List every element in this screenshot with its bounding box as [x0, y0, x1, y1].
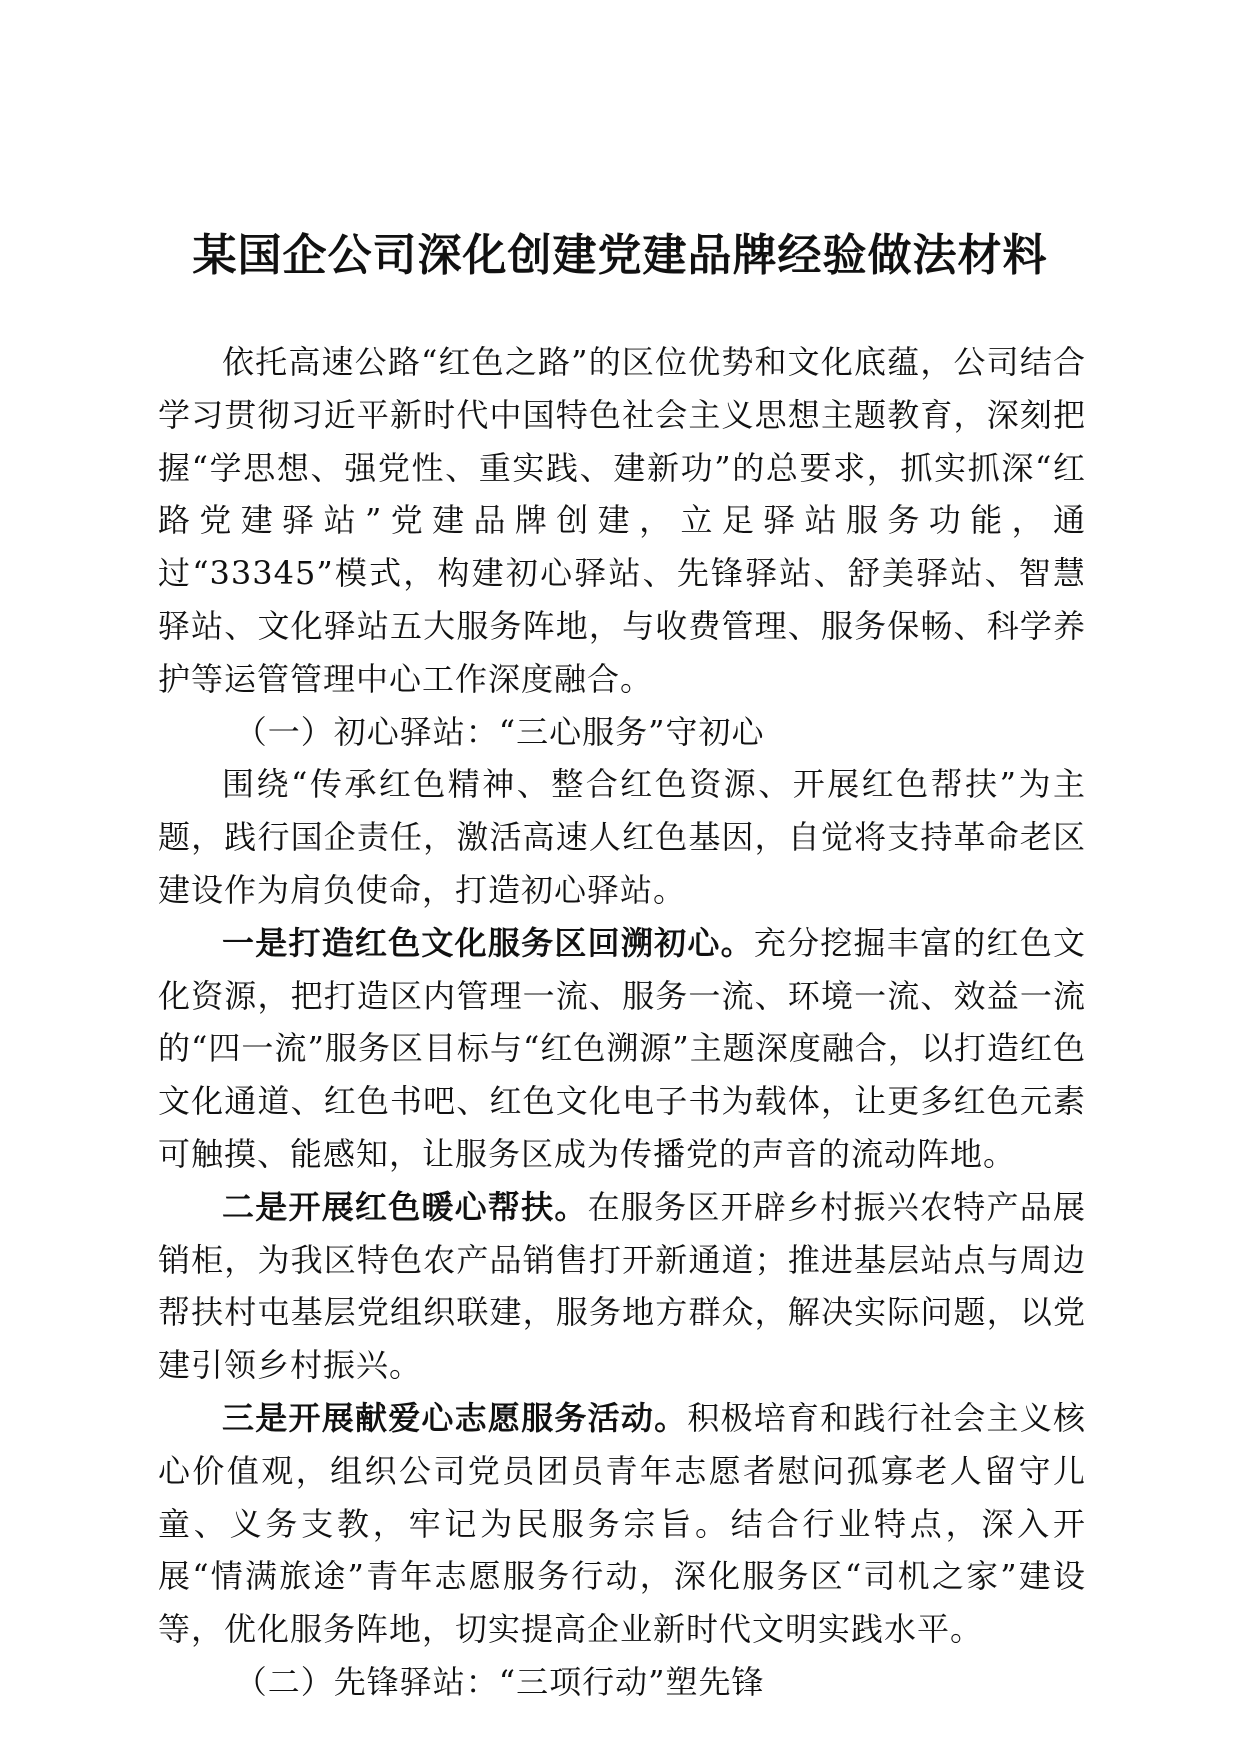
- item1-lead: 一是打造红色文化服务区回溯初心。: [222, 923, 754, 962]
- document-title: 某国企公司深化创建党建品牌经验做法材料: [192, 230, 1048, 281]
- item2-paragraph: [158, 1181, 1086, 1392]
- item3-text: 积极培育和践行社会主义核心价值观，组织公司党员团员青年志愿者慰问孤寡老人留守儿童、义务支教，牢记为民服务宗旨。结合行业特点，深入开展“情满旅途”青年志愿服务行动，深化服务区“司机之家”建设等，优化服务阵地，切实提高企业新时代文明实践水平。: [158, 1398, 1086, 1649]
- section-heading-2: （二）先锋驿站：“三项行动”塑先锋: [234, 1662, 765, 1701]
- item1-text: 充分挖掘丰富的红色文化资源，把打造区内管理一流、服务一流、环境一流、效益一流的“四一流”服务区目标与“红色溯源”主题深度融合，以打造红色文化通道、红色书吧、红色文化电子书为载体，让更多红色元素可触摸、能感知，让服务区成为传播党的声音的流动阵地。: [158, 923, 1086, 1173]
- item3-paragraph: [158, 1392, 1086, 1656]
- item1-paragraph: [158, 917, 1086, 1181]
- item3-lead: 三是开展献爱心志愿服务活动。: [222, 1398, 688, 1437]
- item2-text: 在服务区开辟乡村振兴农特产品展销柜，为我区特色农产品销售打开新通道；推进基层站点与周边帮扶村屯基层党组织联建，服务地方群众，解决实际问题，以党建引领乡村振兴。: [158, 1187, 1086, 1385]
- section1-intro-paragraph: 围绕“传承红色精神、整合红色资源、开展红色帮扶”为主题，践行国企责任，激活高速人红色基因，自觉将支持革命老区建设作为肩负使命，打造初心驿站。: [158, 765, 1086, 909]
- section-heading-1: （一）初心驿站：“三心服务”守初心: [234, 712, 765, 751]
- document-body: [158, 336, 1086, 1709]
- intro-paragraph: 依托高速公路“红色之路”的区位优势和文化底蕴，公司结合学习贯彻习近平新时代中国特色社会主义思想主题教育，深刻把握“学思想、强党性、重实践、建新功”的总要求，抓实抓深“红路党建驿站”党建品牌创建，立足驿站服务功能，通过“33345”模式，构建初心驿站、先锋驿站、舒美驿站、智慧驿站、文化驿站五大服务阵地，与收费管理、服务保畅、科学养护等运管管理中心工作深度融合。: [158, 343, 1086, 698]
- item2-lead: 二是开展红色暖心帮扶。: [222, 1187, 588, 1226]
